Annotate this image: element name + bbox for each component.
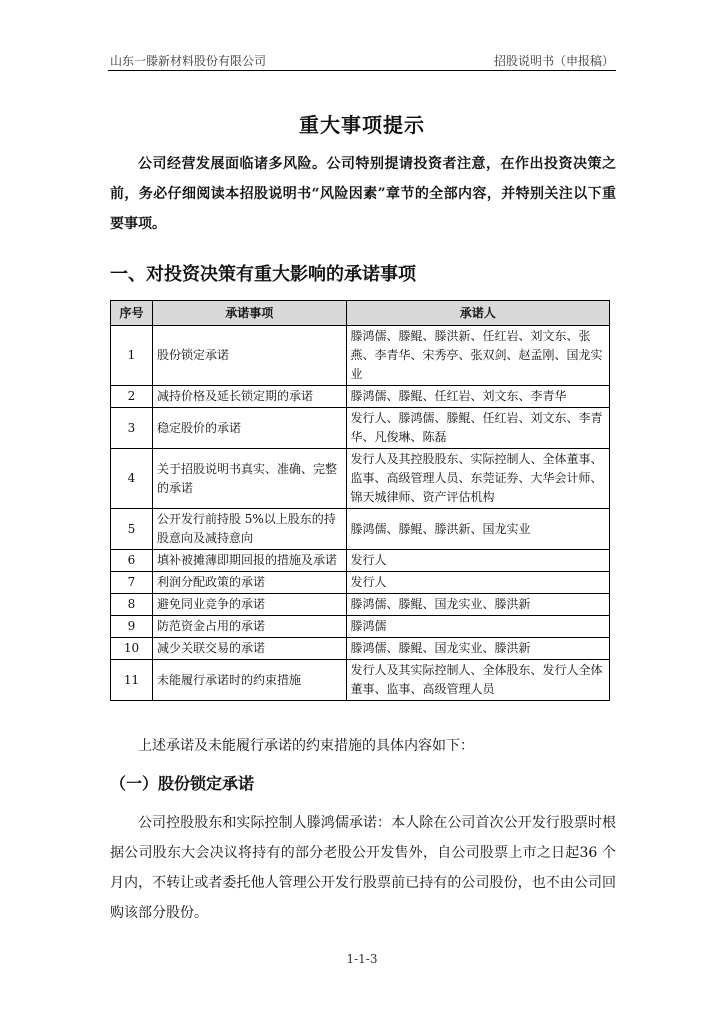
page-title: 重大事项提示	[299, 113, 425, 137]
header-cell-no: 序号	[111, 301, 153, 326]
row-item: 股份锁定承诺	[152, 326, 346, 386]
row-item: 减少关联交易的承诺	[152, 638, 346, 660]
row-number: 10	[111, 638, 153, 660]
row-number: 11	[111, 660, 153, 701]
table-row	[111, 550, 610, 572]
section-heading-2: （一）股份锁定承诺	[110, 774, 255, 793]
intro-paragraph: 公司经营发展面临诸多风险。公司特别提请投资者注意，在作出投资决策之前，务必仔细阅读本招股说明书“风险因素”章节的全部内容，并特别关注以下重要事项。	[110, 156, 616, 232]
row-party: 滕鸿儒、滕鲲、滕洪新、国龙实业	[346, 509, 609, 550]
row-party: 发行人	[346, 572, 609, 594]
row-item: 公开发行前持股 5%以上股东的持股意向及减持意向	[152, 509, 346, 550]
header-company: 山东一滕新材料股份有限公司	[110, 54, 267, 68]
row-number: 5	[111, 509, 153, 550]
row-party: 滕鸿儒	[346, 616, 609, 638]
row-number: 8	[111, 594, 153, 616]
table-row	[111, 616, 610, 638]
row-item: 稳定股价的承诺	[152, 408, 346, 449]
row-party: 发行人及其控股股东、实际控制人、全体董事、监事、高级管理人员、东莞证券、大华会计师、锦天城律师、资产评估机构	[346, 449, 609, 509]
row-number: 1	[111, 326, 153, 386]
table-header-row	[111, 301, 610, 326]
row-number: 4	[111, 449, 153, 509]
page-number: 1-1-3	[346, 952, 378, 966]
table-row	[111, 408, 610, 449]
section-heading-1: 一、对投资决策有重大影响的承诺事项	[110, 264, 416, 285]
table-row	[111, 660, 610, 701]
row-number: 7	[111, 572, 153, 594]
body-paragraph: 公司控股股东和实际控制人滕鸿儒承诺：本人除在公司首次公开发行股票时根据公司股东大会决议将持有的部分老股公开发售外，自公司股票上市之日起36 个月内，不转让或者委托他人管理公开发行股票前已持有的公司股份，也不由公司回购该部分股份。	[110, 815, 616, 921]
row-party: 发行人及其实际控制人、全体股东、发行人全体董事、监事、高级管理人员	[346, 660, 609, 701]
row-number: 3	[111, 408, 153, 449]
header-cell-item: 承诺事项	[152, 301, 346, 326]
row-number: 9	[111, 616, 153, 638]
row-item: 防范资金占用的承诺	[152, 616, 346, 638]
page-header	[110, 52, 614, 70]
header-cell-party: 承诺人	[346, 301, 609, 326]
row-item: 利润分配政策的承诺	[152, 572, 346, 594]
row-party: 发行人、滕鸿儒、滕鲲、任红岩、刘文东、李青华、凡俊琳、陈磊	[346, 408, 609, 449]
table-row	[111, 509, 610, 550]
header-rule	[108, 70, 616, 71]
table-followup-text: 上述承诺及未能履行承诺的约束措施的具体内容如下：	[138, 738, 474, 754]
row-item: 减持价格及延长锁定期的承诺	[152, 386, 346, 408]
table-row	[111, 449, 610, 509]
row-item: 避免同业竞争的承诺	[152, 594, 346, 616]
row-party: 发行人	[346, 550, 609, 572]
header-doc-type: 招股说明书（申报稿）	[493, 54, 614, 68]
row-item: 填补被摊薄即期回报的措施及承诺	[152, 550, 346, 572]
table-row	[111, 386, 610, 408]
row-item: 未能履行承诺时的约束措施	[152, 660, 346, 701]
row-party: 滕鸿儒、滕鲲、滕洪新、任红岩、刘文东、张燕、李青华、宋秀亭、张双剑、赵孟刚、国龙实业	[346, 326, 609, 386]
row-number: 2	[111, 386, 153, 408]
table-row	[111, 638, 610, 660]
commitment-table	[110, 300, 610, 701]
row-party: 滕鸿儒、滕鲲、任红岩、刘文东、李青华	[346, 386, 609, 408]
table-row	[111, 572, 610, 594]
row-party: 滕鸿儒、滕鲲、国龙实业、滕洪新	[346, 594, 609, 616]
row-party: 滕鸿儒、滕鲲、国龙实业、滕洪新	[346, 638, 609, 660]
table-row	[111, 326, 610, 386]
row-item: 关于招股说明书真实、准确、完整的承诺	[152, 449, 346, 509]
row-number: 6	[111, 550, 153, 572]
table-row	[111, 594, 610, 616]
